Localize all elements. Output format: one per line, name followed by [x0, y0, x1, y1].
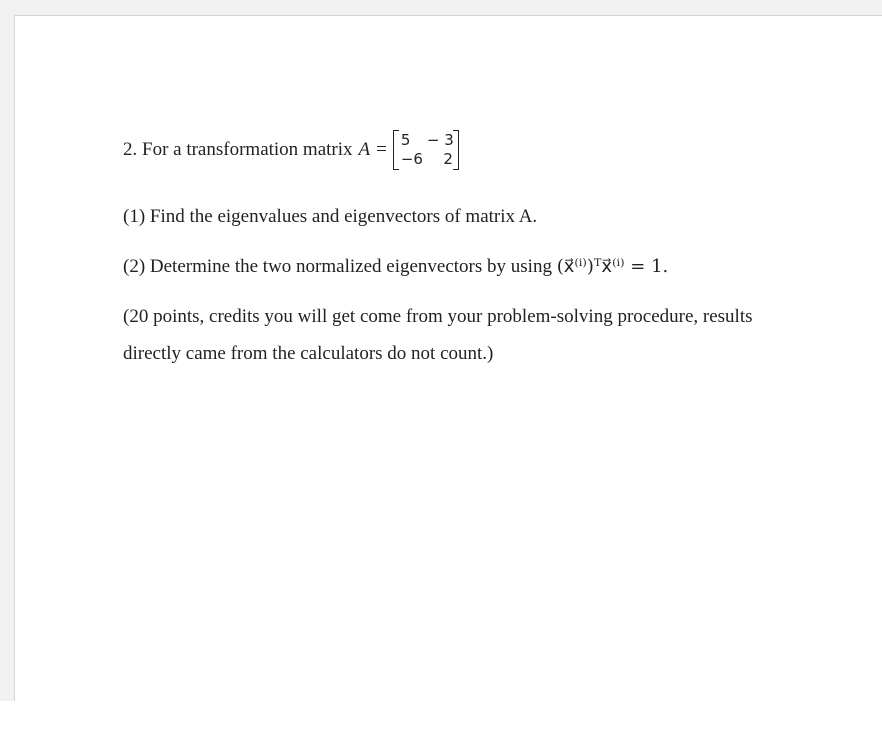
- matrix-A: [393, 130, 459, 170]
- matrix-cell-12: − 3: [426, 131, 454, 149]
- part-2: [123, 256, 668, 278]
- question-line: [123, 128, 459, 172]
- matrix-cell-11: 5: [400, 131, 411, 149]
- part-1: (1) Find the eigenvalues and eigenvectors of matrix A.: [123, 206, 538, 227]
- part-2-text: (2) Determine the two normalized eigenvectors by using: [123, 256, 552, 277]
- bottom-cut-strip: [0, 701, 882, 731]
- right-bracket: [453, 130, 459, 170]
- grading-note-line-1: (20 points, credits you will get come from your problem-solving procedure, results: [123, 306, 753, 327]
- normalization-formula: (x⃗⁽ⁱ⁾)ᵀx⃗⁽ⁱ⁾ = 1.: [556, 256, 669, 277]
- grading-note-line-2: directly came from the calculators do not count.): [123, 343, 494, 364]
- question-panel: [14, 15, 882, 701]
- matrix-cell-21: −6: [400, 150, 423, 168]
- equals-sign: =: [376, 139, 387, 160]
- matrix-cell-22: 2: [443, 150, 453, 168]
- matrix-variable: A: [358, 139, 371, 160]
- question-prefix: 2. For a transformation matrix: [123, 139, 353, 160]
